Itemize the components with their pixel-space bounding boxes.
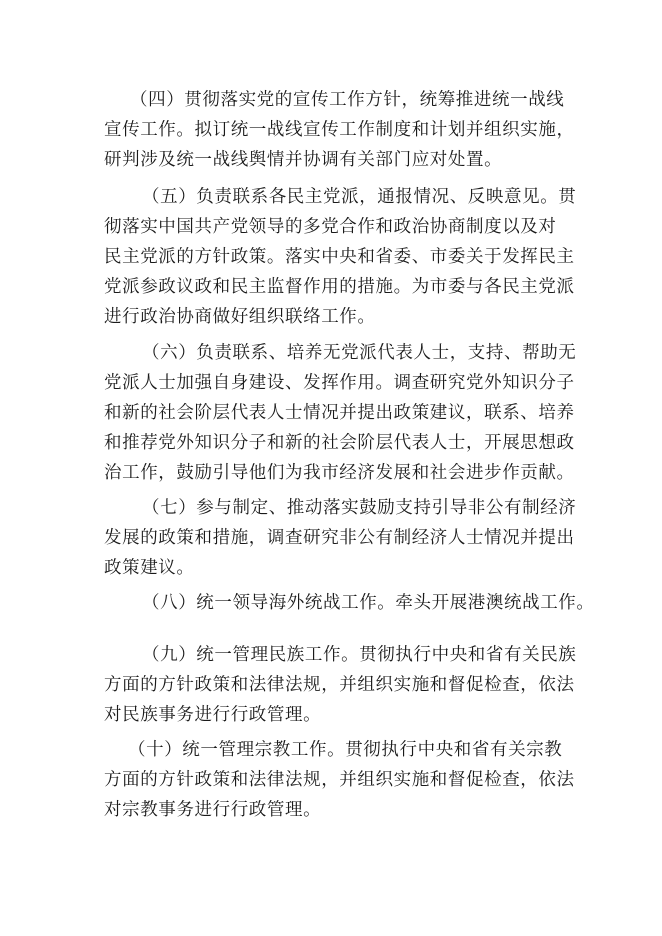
paragraph-item-6 bbox=[104, 338, 577, 488]
paragraph-line: 彻落实中国共产党领导的多党合作和政治协商制度以及对 bbox=[104, 217, 557, 237]
paragraph-line: 党派参政议政和民主监督作用的措施。为市委与各民主党派 bbox=[104, 277, 575, 297]
paragraph-line: 和推荐党外知识分子和新的社会阶层代表人士，开展思想政 bbox=[104, 433, 575, 453]
paragraph-line: （九）统一管理民族工作。贯彻执行中央和省有关民族 bbox=[142, 645, 577, 665]
paragraph-line: （八）统一领导海外统战工作。牵头开展港澳统战工作。 bbox=[142, 593, 595, 613]
paragraph-line: 方面的方针政策和法律法规，并组织实施和督促检查，依法 bbox=[104, 770, 575, 790]
paragraph-item-7 bbox=[104, 493, 577, 583]
paragraph-line: 对宗教事务进行行政管理。 bbox=[104, 800, 322, 820]
paragraph-item-9 bbox=[104, 640, 577, 730]
paragraph-line: （七）参与制定、推动落实鼓励支持引导非公有制经济 bbox=[142, 498, 577, 518]
paragraph-line: 方面的方针政策和法律法规，并组织实施和督促检查，依法 bbox=[104, 675, 575, 695]
paragraph-line: 对民族事务进行行政管理。 bbox=[104, 705, 322, 725]
paragraph-line: 政策建议。 bbox=[104, 558, 195, 578]
paragraph-line: 进行政治协商做好组织联络工作。 bbox=[104, 307, 376, 327]
paragraph-line: 研判涉及统一战线舆情并协调有关部门应对处置。 bbox=[104, 150, 503, 170]
paragraph-item-4 bbox=[104, 85, 574, 175]
paragraph-item-5 bbox=[104, 182, 577, 332]
paragraph-line: 民主党派的方针政策。落实中央和省委、市委关于发挥民主 bbox=[104, 247, 575, 267]
paragraph-item-8 bbox=[104, 588, 595, 618]
paragraph-line: 和新的社会阶层代表人士情况并提出政策建议，联系、培养 bbox=[104, 403, 575, 423]
paragraph-line: 党派人士加强自身建设、发挥作用。调查研究党外知识分子 bbox=[104, 373, 575, 393]
paragraph-line: （五）负责联系各民主党派，通报情况、反映意见。贯 bbox=[142, 187, 577, 207]
paragraph-line: 发展的政策和措施，调查研究非公有制经济人士情况并提出 bbox=[104, 528, 575, 548]
paragraph-line: （六）负责联系、培养无党派代表人士，支持、帮助无 bbox=[142, 343, 577, 363]
paragraph-line: 宣传工作。拟订统一战线宣传工作制度和计划并组织实施， bbox=[104, 120, 575, 140]
paragraph-line: （十）统一管理宗教工作。贯彻执行中央和省有关宗教 bbox=[128, 740, 563, 760]
paragraph-item-10 bbox=[104, 735, 574, 825]
paragraph-line: （四）贯彻落实党的宣传工作方针，统筹推进统一战线 bbox=[130, 90, 565, 110]
paragraph-line: 治工作，鼓励引导他们为我市经济发展和社会进步作贡献。 bbox=[104, 463, 575, 483]
